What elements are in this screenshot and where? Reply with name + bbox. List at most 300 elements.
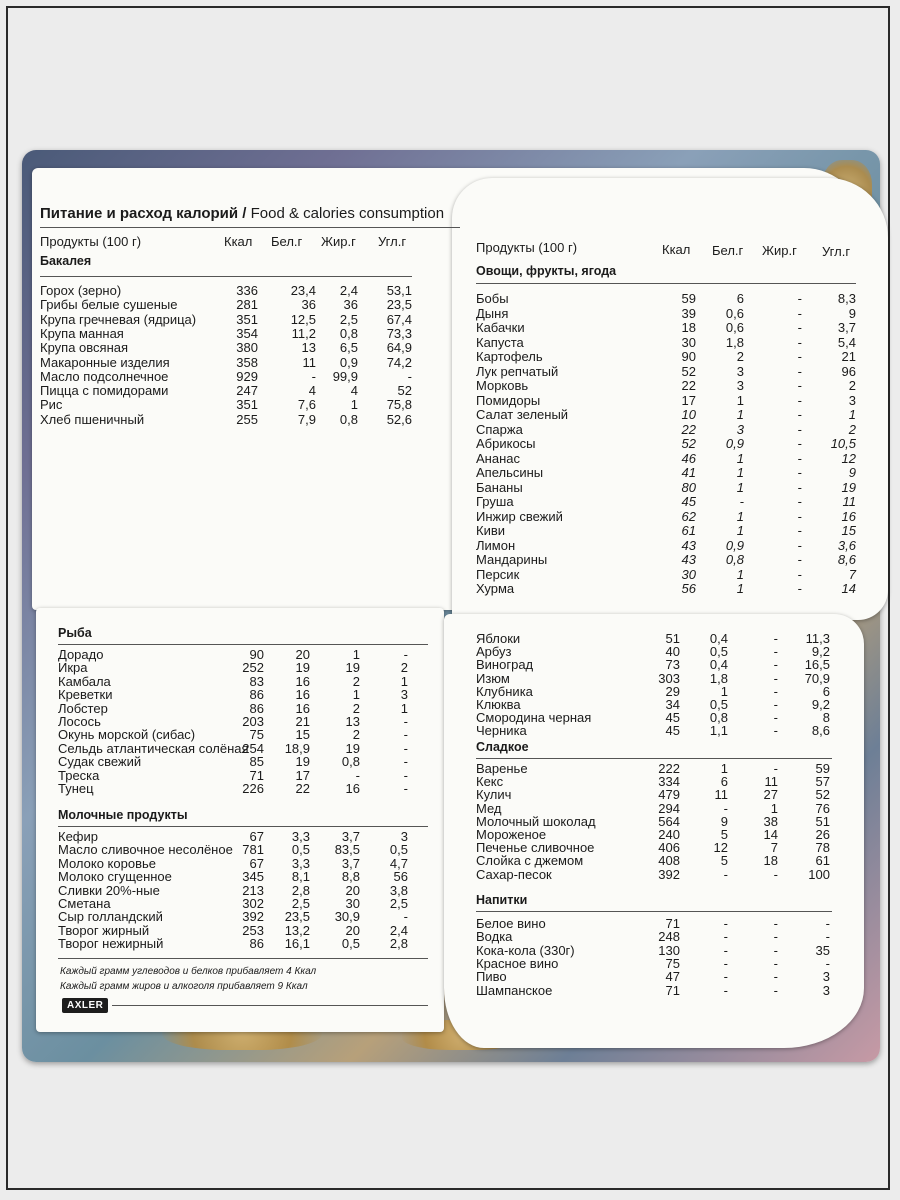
protein-value: -: [723, 866, 728, 882]
product-name: Бананы: [476, 479, 523, 495]
kcal-value: 281: [236, 297, 258, 313]
kcal-value: 358: [236, 354, 258, 370]
carb-value: 9,2: [811, 644, 830, 660]
fat-value: 19: [345, 740, 360, 756]
fat-value: -: [773, 657, 778, 673]
protein-value: -: [311, 368, 316, 384]
fat-value: -: [773, 929, 778, 945]
col-header-kcal: Ккал: [662, 242, 691, 257]
product-name: Грибы белые сушеные: [40, 297, 178, 313]
protein-value: 7,9: [297, 411, 316, 427]
product-name: Лосось: [58, 714, 101, 729]
product-name: Помидоры: [476, 392, 541, 408]
table-row: [40, 327, 412, 341]
fat-value: 1: [770, 800, 778, 816]
carb-value: 3,7: [837, 320, 856, 335]
fat-value: -: [797, 552, 802, 567]
carb-value: 14: [841, 581, 856, 596]
carb-value: -: [407, 368, 412, 384]
protein-value: 2,5: [291, 896, 310, 911]
carb-value: 8,3: [837, 291, 856, 306]
fat-value: -: [797, 523, 802, 538]
product-name: Белое вино: [476, 916, 546, 931]
carb-value: 52,6: [386, 411, 412, 427]
protein-value: 8,1: [291, 869, 310, 885]
kcal-value: 30: [681, 334, 696, 350]
fat-value: -: [797, 378, 802, 393]
table-row: [476, 350, 858, 364]
fat-value: -: [797, 436, 802, 451]
product-name: Виноград: [476, 657, 534, 673]
product-name: Кекс: [476, 774, 504, 790]
carb-value: 3: [400, 687, 408, 703]
kcal-value: 252: [242, 660, 264, 676]
protein-value: 16: [295, 673, 310, 689]
fat-value: 27: [763, 787, 778, 803]
kcal-value: 226: [242, 781, 264, 796]
product-name: Тунец: [58, 781, 94, 796]
table-row: [476, 466, 858, 480]
carb-value: 64,9: [386, 340, 412, 356]
col-header-product: Продукты (100 г): [40, 234, 142, 249]
product-name: Молочный шоколад: [476, 813, 596, 829]
protein-value: 1,1: [709, 723, 728, 739]
carb-value: 26: [815, 827, 830, 842]
carb-value: 9: [848, 465, 856, 480]
protein-value: -: [723, 942, 728, 958]
carb-value: -: [403, 714, 408, 729]
product-name: Сельдь атлантическая солёная: [58, 740, 249, 756]
col-header-fat: Жир.г: [762, 243, 797, 258]
kcal-value: 10: [681, 407, 696, 422]
carb-value: 3: [822, 982, 830, 998]
product-name: Сыр голландский: [58, 909, 163, 925]
protein-value: 23,5: [284, 909, 310, 925]
kcal-value: 67: [249, 829, 264, 844]
protein-value: 18,9: [284, 740, 310, 756]
page-title: [40, 205, 444, 222]
section-rule: [58, 958, 428, 959]
carb-value: 3: [400, 829, 408, 844]
kcal-value: 351: [236, 311, 258, 327]
carb-value: 2,5: [389, 896, 408, 911]
protein-value: 3,3: [291, 829, 310, 844]
product-name: Пиво: [476, 969, 507, 985]
protein-value: 11: [714, 787, 728, 803]
kcal-value: 22: [681, 421, 696, 437]
kcal-value: 479: [658, 787, 680, 803]
kcal-value: 30: [681, 566, 696, 582]
carb-value: -: [403, 909, 408, 925]
product-name: Сахар-песок: [476, 866, 552, 882]
carb-value: 53,1: [386, 283, 412, 298]
table-row: [476, 582, 858, 596]
kcal-value: 248: [658, 929, 680, 945]
kcal-value: 354: [236, 325, 258, 341]
product-name: Арбуз: [476, 644, 512, 660]
kcal-value: 254: [242, 740, 264, 756]
product-name: Кока-кола (330г): [476, 942, 575, 958]
carb-value: -: [403, 727, 408, 743]
fat-value: -: [797, 305, 802, 321]
note-fat-alcohol: Каждый грамм жиров и алкоголя прибавляет 9 Ккал: [60, 981, 308, 992]
kcal-value: 294: [658, 800, 680, 816]
protein-value: 12: [713, 840, 728, 856]
table-row: [476, 553, 858, 567]
fat-value: 13: [345, 714, 360, 729]
fat-value: -: [773, 670, 778, 686]
logo-rule: [112, 1005, 428, 1006]
product-name: Кефир: [58, 829, 98, 844]
kcal-value: 18: [681, 320, 696, 335]
product-name: Лимон: [476, 537, 516, 553]
fat-value: -: [797, 581, 802, 596]
kcal-value: 45: [681, 494, 696, 509]
kcal-value: 34: [665, 697, 680, 712]
table-row: [476, 568, 858, 582]
carb-value: 9,2: [811, 697, 830, 712]
col-header-carb: Угл.г: [378, 234, 407, 249]
fat-value: -: [797, 479, 802, 495]
fat-value: -: [797, 537, 802, 553]
kcal-value: 62: [681, 508, 696, 524]
product-name: Хлеб пшеничный: [40, 411, 145, 427]
carb-value: 15: [841, 523, 856, 538]
note-protein-carbs: Каждый грамм углеводов и белков прибавляет 4 Ккал: [60, 966, 317, 977]
product-name: Творог нежирный: [58, 936, 164, 952]
fat-value: 14: [763, 827, 778, 842]
fat-value: -: [797, 407, 802, 422]
kcal-value: 392: [658, 866, 680, 882]
carb-value: 56: [393, 869, 408, 885]
table-row: [476, 724, 830, 738]
carb-value: 8,6: [811, 723, 830, 739]
kcal-value: 71: [665, 982, 680, 998]
table-row: [40, 356, 412, 370]
product-name: Дорадо: [58, 647, 104, 662]
product-name: Лук репчатый: [476, 363, 559, 379]
table-row: [476, 481, 858, 495]
product-name: Кулич: [476, 787, 512, 803]
protein-value: 1,8: [725, 334, 744, 350]
protein-value: 0,6: [725, 305, 744, 321]
fat-value: 0,8: [339, 411, 358, 427]
carb-value: 96: [841, 363, 856, 379]
table-row: [40, 413, 412, 427]
table-row: [476, 321, 858, 335]
carb-value: 52: [397, 383, 412, 399]
fat-value: 18: [763, 853, 778, 869]
col-header-protein: Бел.г: [712, 243, 744, 258]
product-name: Треска: [58, 767, 100, 783]
carb-value: 1: [400, 673, 408, 689]
protein-value: 0,8: [725, 552, 744, 567]
kcal-value: 253: [242, 922, 264, 938]
table-row: [476, 495, 858, 509]
section-rule: [476, 758, 832, 759]
product-name: Креветки: [58, 687, 113, 703]
carb-value: 3: [822, 969, 830, 985]
table-row: [476, 379, 858, 393]
carb-value: 1: [848, 407, 856, 422]
carb-value: -: [825, 916, 830, 931]
kcal-value: 408: [658, 853, 680, 869]
protein-value: 15: [295, 727, 310, 743]
product-name: Салат зеленый: [476, 407, 569, 422]
table-row: [40, 298, 412, 312]
carb-value: -: [403, 647, 408, 662]
product-name: Инжир свежий: [476, 508, 563, 524]
kcal-value: 255: [236, 411, 258, 427]
product-name: Красное вино: [476, 955, 559, 971]
brand-logo: AXLER: [62, 998, 108, 1013]
fat-value: -: [773, 761, 778, 776]
fat-value: 1: [352, 687, 360, 703]
protein-value: 16: [295, 687, 310, 703]
protein-value: 0,4: [709, 657, 728, 673]
protein-value: 0,5: [709, 697, 728, 712]
product-name: Молоко сгущенное: [58, 869, 172, 885]
table-row: [40, 284, 412, 298]
protein-value: 16,1: [284, 936, 310, 952]
table-row: [476, 868, 830, 882]
table-row: [476, 307, 858, 321]
kcal-value: 56: [681, 581, 696, 596]
product-name: Ананас: [476, 450, 520, 466]
product-name: Апельсины: [476, 465, 544, 480]
kcal-value: 240: [658, 827, 680, 842]
protein-value: 0,9: [725, 436, 744, 451]
carb-value: 35: [815, 942, 830, 958]
kcal-value: 67: [249, 855, 264, 871]
carb-value: 57: [815, 774, 830, 790]
fat-value: 2: [352, 673, 360, 689]
product-name: Лобстер: [58, 700, 108, 716]
carb-value: 74,2: [386, 354, 412, 370]
carb-value: 2: [848, 378, 856, 393]
protein-value: 1: [736, 581, 744, 596]
table-row: [476, 984, 830, 998]
protein-value: 16: [295, 700, 310, 716]
carb-value: 3,6: [837, 537, 856, 553]
fat-value: 1: [352, 647, 360, 662]
section-rule: [58, 826, 428, 827]
table-row: [476, 394, 858, 408]
kcal-value: 59: [681, 291, 696, 306]
fat-value: 36: [343, 297, 358, 313]
kcal-value: 213: [242, 882, 264, 898]
protein-value: 11,2: [291, 325, 316, 341]
protein-value: 36: [301, 297, 316, 313]
carb-value: 59: [815, 761, 830, 776]
protein-value: -: [723, 800, 728, 816]
product-name: Крупа гречневая (ядрица): [40, 311, 197, 327]
kcal-value: 345: [242, 869, 264, 885]
table-row: [40, 384, 412, 398]
carb-value: 2: [848, 421, 856, 437]
table-row: [58, 782, 408, 796]
product-name: Хурма: [476, 581, 515, 596]
table-row: [40, 370, 412, 384]
kcal-value: 929: [236, 368, 258, 384]
protein-value: 1: [736, 508, 744, 524]
col-header-kcal: Ккал: [224, 234, 253, 249]
product-name: Изюм: [476, 670, 510, 686]
fat-value: 2: [352, 727, 360, 743]
fat-value: -: [773, 644, 778, 660]
product-name: Пицца с помидорами: [40, 383, 169, 399]
carb-value: 73,3: [386, 325, 412, 341]
section-rule: [40, 276, 412, 277]
protein-value: 5: [720, 827, 728, 842]
fat-value: -: [773, 866, 778, 882]
kcal-value: 392: [242, 909, 264, 925]
table-row: [476, 452, 858, 466]
protein-value: 7,6: [297, 397, 316, 413]
protein-value: -: [739, 494, 744, 509]
product-name: Слойка с джемом: [476, 853, 584, 869]
protein-value: 5: [720, 853, 728, 869]
protein-value: -: [723, 982, 728, 998]
table-row: [476, 423, 858, 437]
product-name: Масло подсолнечное: [40, 368, 169, 384]
fat-value: -: [797, 566, 802, 582]
carb-value: 2,4: [389, 922, 408, 938]
fat-value: -: [797, 291, 802, 306]
kcal-value: 302: [242, 896, 264, 911]
protein-value: 1: [736, 450, 744, 466]
carb-value: 21: [841, 349, 856, 364]
product-name: Судак свежий: [58, 754, 142, 770]
carb-value: -: [825, 955, 830, 971]
fat-value: -: [773, 683, 778, 699]
carb-value: 78: [815, 840, 830, 856]
table-row: [58, 937, 408, 951]
protein-value: -: [723, 955, 728, 971]
product-name: Смородина черная: [476, 710, 592, 726]
fat-value: 99,9: [332, 368, 358, 384]
product-name: Морковь: [476, 378, 529, 393]
protein-value: 2: [736, 349, 744, 364]
kcal-value: 85: [249, 754, 264, 770]
product-name: Печенье сливочное: [476, 840, 595, 856]
title-ru: Питание и расход калорий /: [40, 205, 247, 222]
carb-value: 3,8: [389, 882, 408, 898]
protein-value: 0,5: [709, 644, 728, 660]
title-en: Food & calories consumption: [250, 205, 445, 222]
product-name: Макаронные изделия: [40, 354, 170, 370]
kcal-value: 73: [665, 657, 680, 673]
kcal-value: 43: [681, 537, 696, 553]
carb-value: 8: [822, 710, 830, 726]
col-header-fat: Жир.г: [321, 234, 356, 249]
fat-value: -: [797, 465, 802, 480]
fat-value: -: [773, 942, 778, 958]
kcal-value: 39: [681, 305, 696, 321]
product-name: Спаржа: [476, 421, 523, 437]
section-rule: [476, 911, 832, 912]
protein-value: 22: [295, 781, 310, 796]
fat-value: 0,5: [341, 936, 360, 952]
fat-value: -: [797, 363, 802, 379]
fat-value: 1: [350, 397, 358, 413]
product-name: Клубника: [476, 683, 533, 699]
protein-value: 13: [301, 340, 316, 356]
fat-value: -: [773, 697, 778, 712]
table-row: [476, 539, 858, 553]
kcal-value: 564: [658, 813, 680, 829]
protein-value: 13,2: [284, 922, 310, 938]
fat-value: -: [773, 982, 778, 998]
fat-value: -: [773, 969, 778, 985]
carb-value: 23,5: [386, 297, 412, 313]
table-row: [476, 336, 858, 350]
section-rule: [58, 644, 428, 645]
section-title-fish: Рыба: [58, 626, 92, 640]
carb-value: 3: [848, 392, 856, 408]
kcal-value: 75: [665, 955, 680, 971]
fat-value: -: [797, 450, 802, 466]
protein-value: 0,5: [291, 842, 310, 858]
kcal-value: 781: [242, 842, 264, 858]
table-row: [476, 408, 858, 422]
protein-value: 19: [295, 754, 310, 770]
fat-value: 3,7: [341, 829, 360, 844]
product-name: Камбала: [58, 673, 111, 689]
protein-value: -: [723, 969, 728, 985]
kcal-value: 17: [681, 392, 696, 408]
protein-value: 1: [720, 683, 728, 699]
section-title-veg: Овощи, фрукты, ягода: [476, 264, 617, 278]
protein-value: 1: [736, 523, 744, 538]
table-row: [40, 398, 412, 412]
carb-value: 100: [808, 866, 830, 882]
kcal-value: 203: [242, 714, 264, 729]
kcal-value: 334: [658, 774, 680, 790]
product-name: Мед: [476, 800, 502, 816]
fat-value: -: [797, 320, 802, 335]
kcal-value: 75: [249, 727, 264, 743]
protein-value: 1: [736, 407, 744, 422]
carb-value: 76: [815, 800, 830, 816]
fat-value: -: [355, 767, 360, 783]
protein-value: 6: [720, 774, 728, 790]
kcal-value: 41: [681, 465, 696, 480]
fat-value: 30: [345, 896, 360, 911]
col-header-carb: Угл.г: [822, 244, 851, 259]
carb-value: 9: [848, 305, 856, 321]
protein-value: 23,4: [290, 283, 316, 298]
product-name: Рис: [40, 397, 63, 413]
kcal-value: 51: [665, 631, 680, 646]
fat-value: -: [797, 508, 802, 524]
fat-value: 4: [350, 383, 358, 399]
kcal-value: 45: [665, 723, 680, 739]
section-title-drinks: Напитки: [476, 893, 528, 907]
product-name: Персик: [476, 566, 520, 582]
protein-value: 21: [295, 714, 310, 729]
protein-value: 0,8: [709, 710, 728, 726]
title-rule: [40, 227, 460, 228]
carb-value: 12: [841, 450, 856, 466]
product-name: Груша: [476, 494, 514, 509]
kcal-value: 46: [681, 450, 696, 466]
carb-value: 11,3: [805, 631, 830, 646]
carb-value: 5,4: [837, 334, 856, 350]
protein-value: 11: [302, 354, 316, 370]
fat-value: -: [773, 916, 778, 931]
carb-value: 6: [822, 683, 830, 699]
